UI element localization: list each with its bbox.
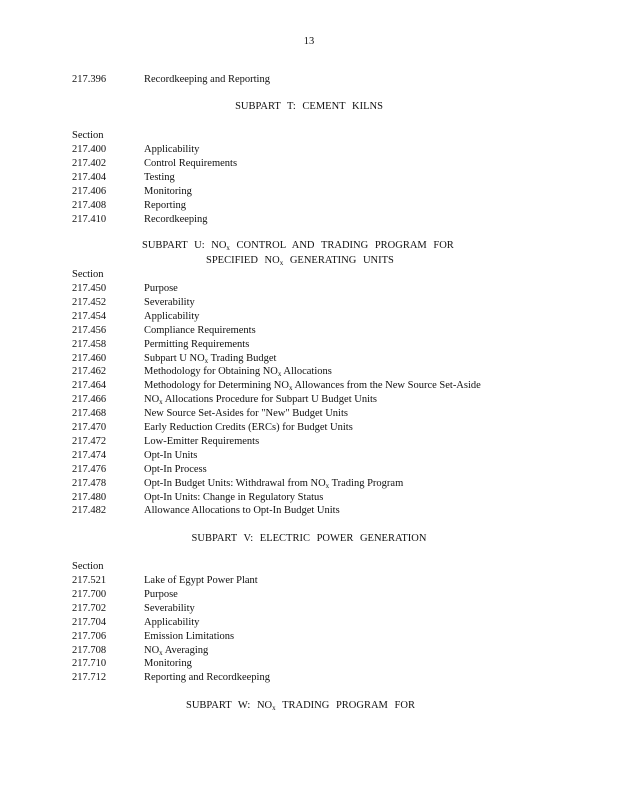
section-title: Emission Limitations bbox=[144, 630, 235, 642]
section-number: 217.462 bbox=[72, 366, 107, 378]
section-number: 217.521 bbox=[72, 575, 107, 586]
section-number: 217.410 bbox=[72, 213, 107, 225]
section-title: Allowance Allocations to Opt-In Budget Units bbox=[144, 505, 340, 517]
toc-row bbox=[72, 338, 249, 351]
toc-row bbox=[72, 477, 403, 490]
section-number: 217.408 bbox=[72, 199, 107, 211]
section-number: 217.712 bbox=[72, 672, 107, 684]
section-title: Methodology for Obtaining $NO_x$ Allocations bbox=[144, 366, 332, 379]
section-title: Opt-In Budget Units: Withdrawal from $NO_x$ Trading Program bbox=[144, 477, 404, 490]
section-title: Subpart U $NO_x$ Trading Budget bbox=[144, 352, 277, 365]
section-title: New Source Set-Asides for "New" Budget Units bbox=[144, 408, 348, 420]
section-number: 217.468 bbox=[72, 408, 107, 420]
page-number: 13 bbox=[303, 36, 315, 47]
toc-row bbox=[72, 352, 276, 365]
section-number: 217.404 bbox=[72, 171, 107, 183]
toc-row bbox=[72, 463, 207, 476]
toc-row bbox=[72, 616, 199, 629]
section-number: 217.460 bbox=[72, 352, 107, 364]
section-title: Applicability bbox=[144, 616, 200, 628]
section-title: Recordkeeping bbox=[144, 213, 208, 225]
section-number: 217.456 bbox=[72, 324, 107, 336]
toc-row bbox=[72, 449, 197, 462]
section-label: Section bbox=[72, 130, 104, 141]
toc-row bbox=[72, 157, 237, 170]
subpart-u-heading-line2: SPECIFIED $NO_x$ GENERATING UNITS bbox=[206, 255, 394, 267]
toc-row bbox=[72, 602, 195, 615]
toc-row bbox=[72, 324, 256, 337]
toc-row bbox=[72, 644, 208, 657]
section-number: 217.708 bbox=[72, 644, 107, 656]
section-number: 217.474 bbox=[72, 449, 107, 461]
section-number: 217.478 bbox=[72, 477, 107, 489]
toc-row bbox=[72, 588, 178, 601]
section-number: 217.472 bbox=[72, 435, 107, 447]
section-number: 217.706 bbox=[72, 630, 107, 642]
section-number: 217.400 bbox=[72, 144, 107, 155]
subpart-t-heading: SUBPART T: CEMENT KILNS bbox=[235, 101, 383, 112]
toc-row bbox=[72, 365, 332, 378]
section-number: 217.454 bbox=[72, 310, 107, 322]
section-number: 217.458 bbox=[72, 338, 107, 350]
toc-row bbox=[72, 310, 199, 323]
section-number: 217.702 bbox=[72, 602, 107, 614]
section-title: Opt-In Units: Change in Regulatory Status bbox=[144, 491, 324, 503]
section-title: Reporting and Recordkeeping bbox=[144, 672, 270, 684]
toc-row bbox=[72, 296, 195, 309]
section-number: 217.710 bbox=[72, 658, 107, 670]
toc-row bbox=[72, 630, 234, 643]
section-title: Severability bbox=[144, 602, 195, 614]
section-number: 217.406 bbox=[72, 185, 107, 197]
section-title: $NO_x$ Allocations Procedure for Subpart U Budget Units bbox=[144, 394, 378, 407]
section-title: Lake of Egypt Power Plant bbox=[144, 575, 258, 586]
section-number: 217.402 bbox=[72, 157, 107, 169]
subpart-w-heading: SUBPART W: $NO_x$ TRADING PROGRAM FOR bbox=[186, 700, 415, 712]
section-title: Low-Emitter Requirements bbox=[144, 435, 260, 447]
section-number: 217.482 bbox=[72, 505, 107, 517]
toc-row bbox=[72, 504, 340, 517]
toc-row bbox=[72, 143, 199, 156]
toc-row bbox=[72, 73, 270, 86]
section-title: $NO_x$ Averaging bbox=[144, 644, 209, 657]
section-title: Recordkeeping and Reporting bbox=[144, 74, 270, 85]
toc-row bbox=[72, 199, 186, 212]
toc-row bbox=[72, 491, 323, 504]
section-title: Purpose bbox=[144, 588, 178, 600]
toc-row bbox=[72, 435, 259, 448]
section-title: Opt-In Process bbox=[144, 463, 207, 475]
section-title: Compliance Requirements bbox=[144, 324, 256, 336]
toc-row bbox=[72, 657, 192, 670]
toc-row bbox=[72, 574, 258, 587]
section-title: Testing bbox=[144, 171, 175, 183]
section-number: 217.480 bbox=[72, 491, 107, 503]
section-title: Opt-In Units bbox=[144, 449, 198, 461]
toc-row bbox=[72, 407, 348, 420]
section-number: 217.704 bbox=[72, 616, 107, 628]
section-title: Purpose bbox=[144, 283, 178, 294]
section-number: 217.450 bbox=[72, 283, 107, 294]
subpart-v-heading: SUBPART V: ELECTRIC POWER GENERATION bbox=[191, 533, 427, 544]
toc-row bbox=[72, 282, 178, 295]
section-title: Applicability bbox=[144, 144, 200, 155]
section-number: 217.452 bbox=[72, 296, 107, 308]
section-label: Section bbox=[72, 561, 104, 572]
toc-row bbox=[72, 671, 270, 684]
section-number: 217.464 bbox=[72, 380, 107, 392]
section-number: 217.396 bbox=[72, 74, 107, 85]
section-title: Reporting bbox=[144, 199, 186, 211]
section-title: Permitting Requirements bbox=[144, 338, 250, 350]
toc-row bbox=[72, 185, 192, 198]
section-title: Control Requirements bbox=[144, 157, 238, 169]
toc-row bbox=[72, 171, 175, 184]
toc-row bbox=[72, 379, 481, 392]
section-number: 217.476 bbox=[72, 463, 107, 475]
section-title: Severability bbox=[144, 296, 195, 308]
section-title: Applicability bbox=[144, 310, 200, 322]
section-number: 217.700 bbox=[72, 588, 107, 600]
toc-row bbox=[72, 213, 208, 226]
subpart-u-heading-line1: SUBPART U: $NO_x$ CONTROL AND TRADING PROGRAM FOR bbox=[142, 240, 454, 252]
section-title: Monitoring bbox=[144, 185, 192, 197]
section-label: Section bbox=[72, 269, 104, 280]
toc-row bbox=[72, 393, 377, 406]
section-title: Early Reduction Credits (ERCs) for Budget Units bbox=[144, 422, 353, 433]
section-number: 217.466 bbox=[72, 394, 107, 406]
section-number: 217.470 bbox=[72, 422, 107, 433]
section-title: Methodology for Determining $NO_x$ Allowances from the New Source Set-Aside bbox=[144, 380, 481, 393]
toc-row bbox=[72, 421, 353, 434]
section-title: Monitoring bbox=[144, 658, 192, 670]
